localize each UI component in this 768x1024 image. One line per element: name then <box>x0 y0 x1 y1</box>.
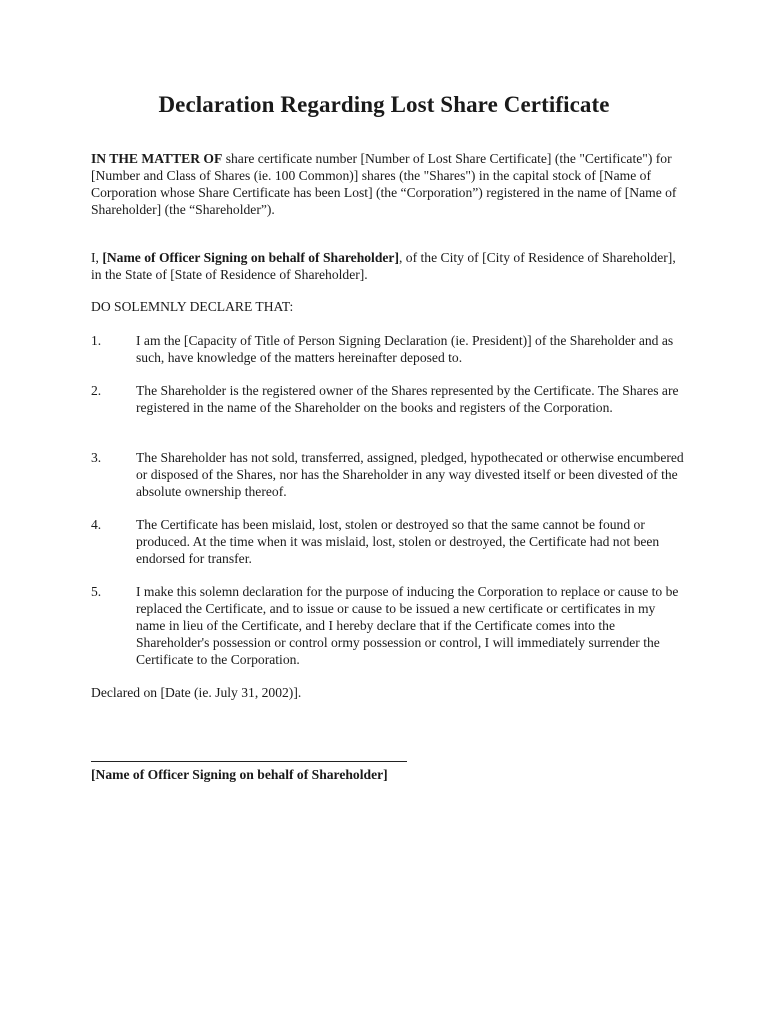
item-number: 4. <box>91 517 102 532</box>
matter-paragraph <box>91 150 681 218</box>
intro-suffix: , of the City of [City of Residence of Shareholder], in the State of [State of Residence of Shareholder]. <box>91 250 676 282</box>
intro-paragraph <box>91 249 681 283</box>
item-text: I make this solemn declaration for the purpose of inducing the Corporation to replace or cause to be replaced the Certificate, and to issue or cause to be issued a new certificate or certificates in my name in lieu of the Certificate, and I hereby declare that if the Certificate comes into the Shareholder's possession or control ormy possession or control, I will immediately surrender the Certificate to the Corporation. <box>136 584 679 667</box>
item-number: 2. <box>91 383 102 398</box>
declare-heading: DO SOLEMNLY DECLARE THAT: <box>91 299 294 314</box>
item-text: The Shareholder has not sold, transferred, assigned, pledged, hypothecated or otherwise encumbered or disposed of the Shares, nor has the Shareholder in any way divested itself or been divested of the absolute ownership thereof. <box>136 450 684 499</box>
matter-lead: IN THE MATTER OF <box>91 151 223 166</box>
item-number: 1. <box>91 333 102 348</box>
signature-name: [Name of Officer Signing on behalf of Shareholder] <box>91 767 388 782</box>
item-text: The Certificate has been mislaid, lost, stolen or destroyed so that the same cannot be found or produced. At the time when it was mislaid, lost, stolen or destroyed, the Certificate had not been endorsed for transfer. <box>136 517 660 566</box>
signature-line <box>91 761 407 762</box>
item-number: 5. <box>91 584 102 599</box>
intro-prefix: I, <box>91 250 103 265</box>
item-number: 3. <box>91 450 102 465</box>
matter-text: share certificate number [Number of Lost Share Certificate] (the "Certificate") for [Number and Class of Shares (ie. 100 Common)] shares (the "Shares") in the capital stock of [Name of Corporation whose Share Certificate has been Lost] (the “Corporation”) registered in the name of [Name of Shareholder] (the “Shareholder”). <box>91 151 677 217</box>
item-text: I am the [Capacity of Title of Person Signing Declaration (ie. President)] of the Shareholder and as such, have knowledge of the matters hereinafter deposed to. <box>136 333 674 365</box>
item-text: The Shareholder is the registered owner of the Shares represented by the Certificate. The Shares are registered in the name of the Shareholder on the books and registers of the Corporation. <box>136 383 679 415</box>
document-title: Declaration Regarding Lost Share Certificate <box>158 92 610 117</box>
declared-on-line: Declared on [Date (ie. July 31, 2002)]. <box>91 685 302 700</box>
intro-officer-name: [Name of Officer Signing on behalf of Shareholder] <box>102 250 399 265</box>
